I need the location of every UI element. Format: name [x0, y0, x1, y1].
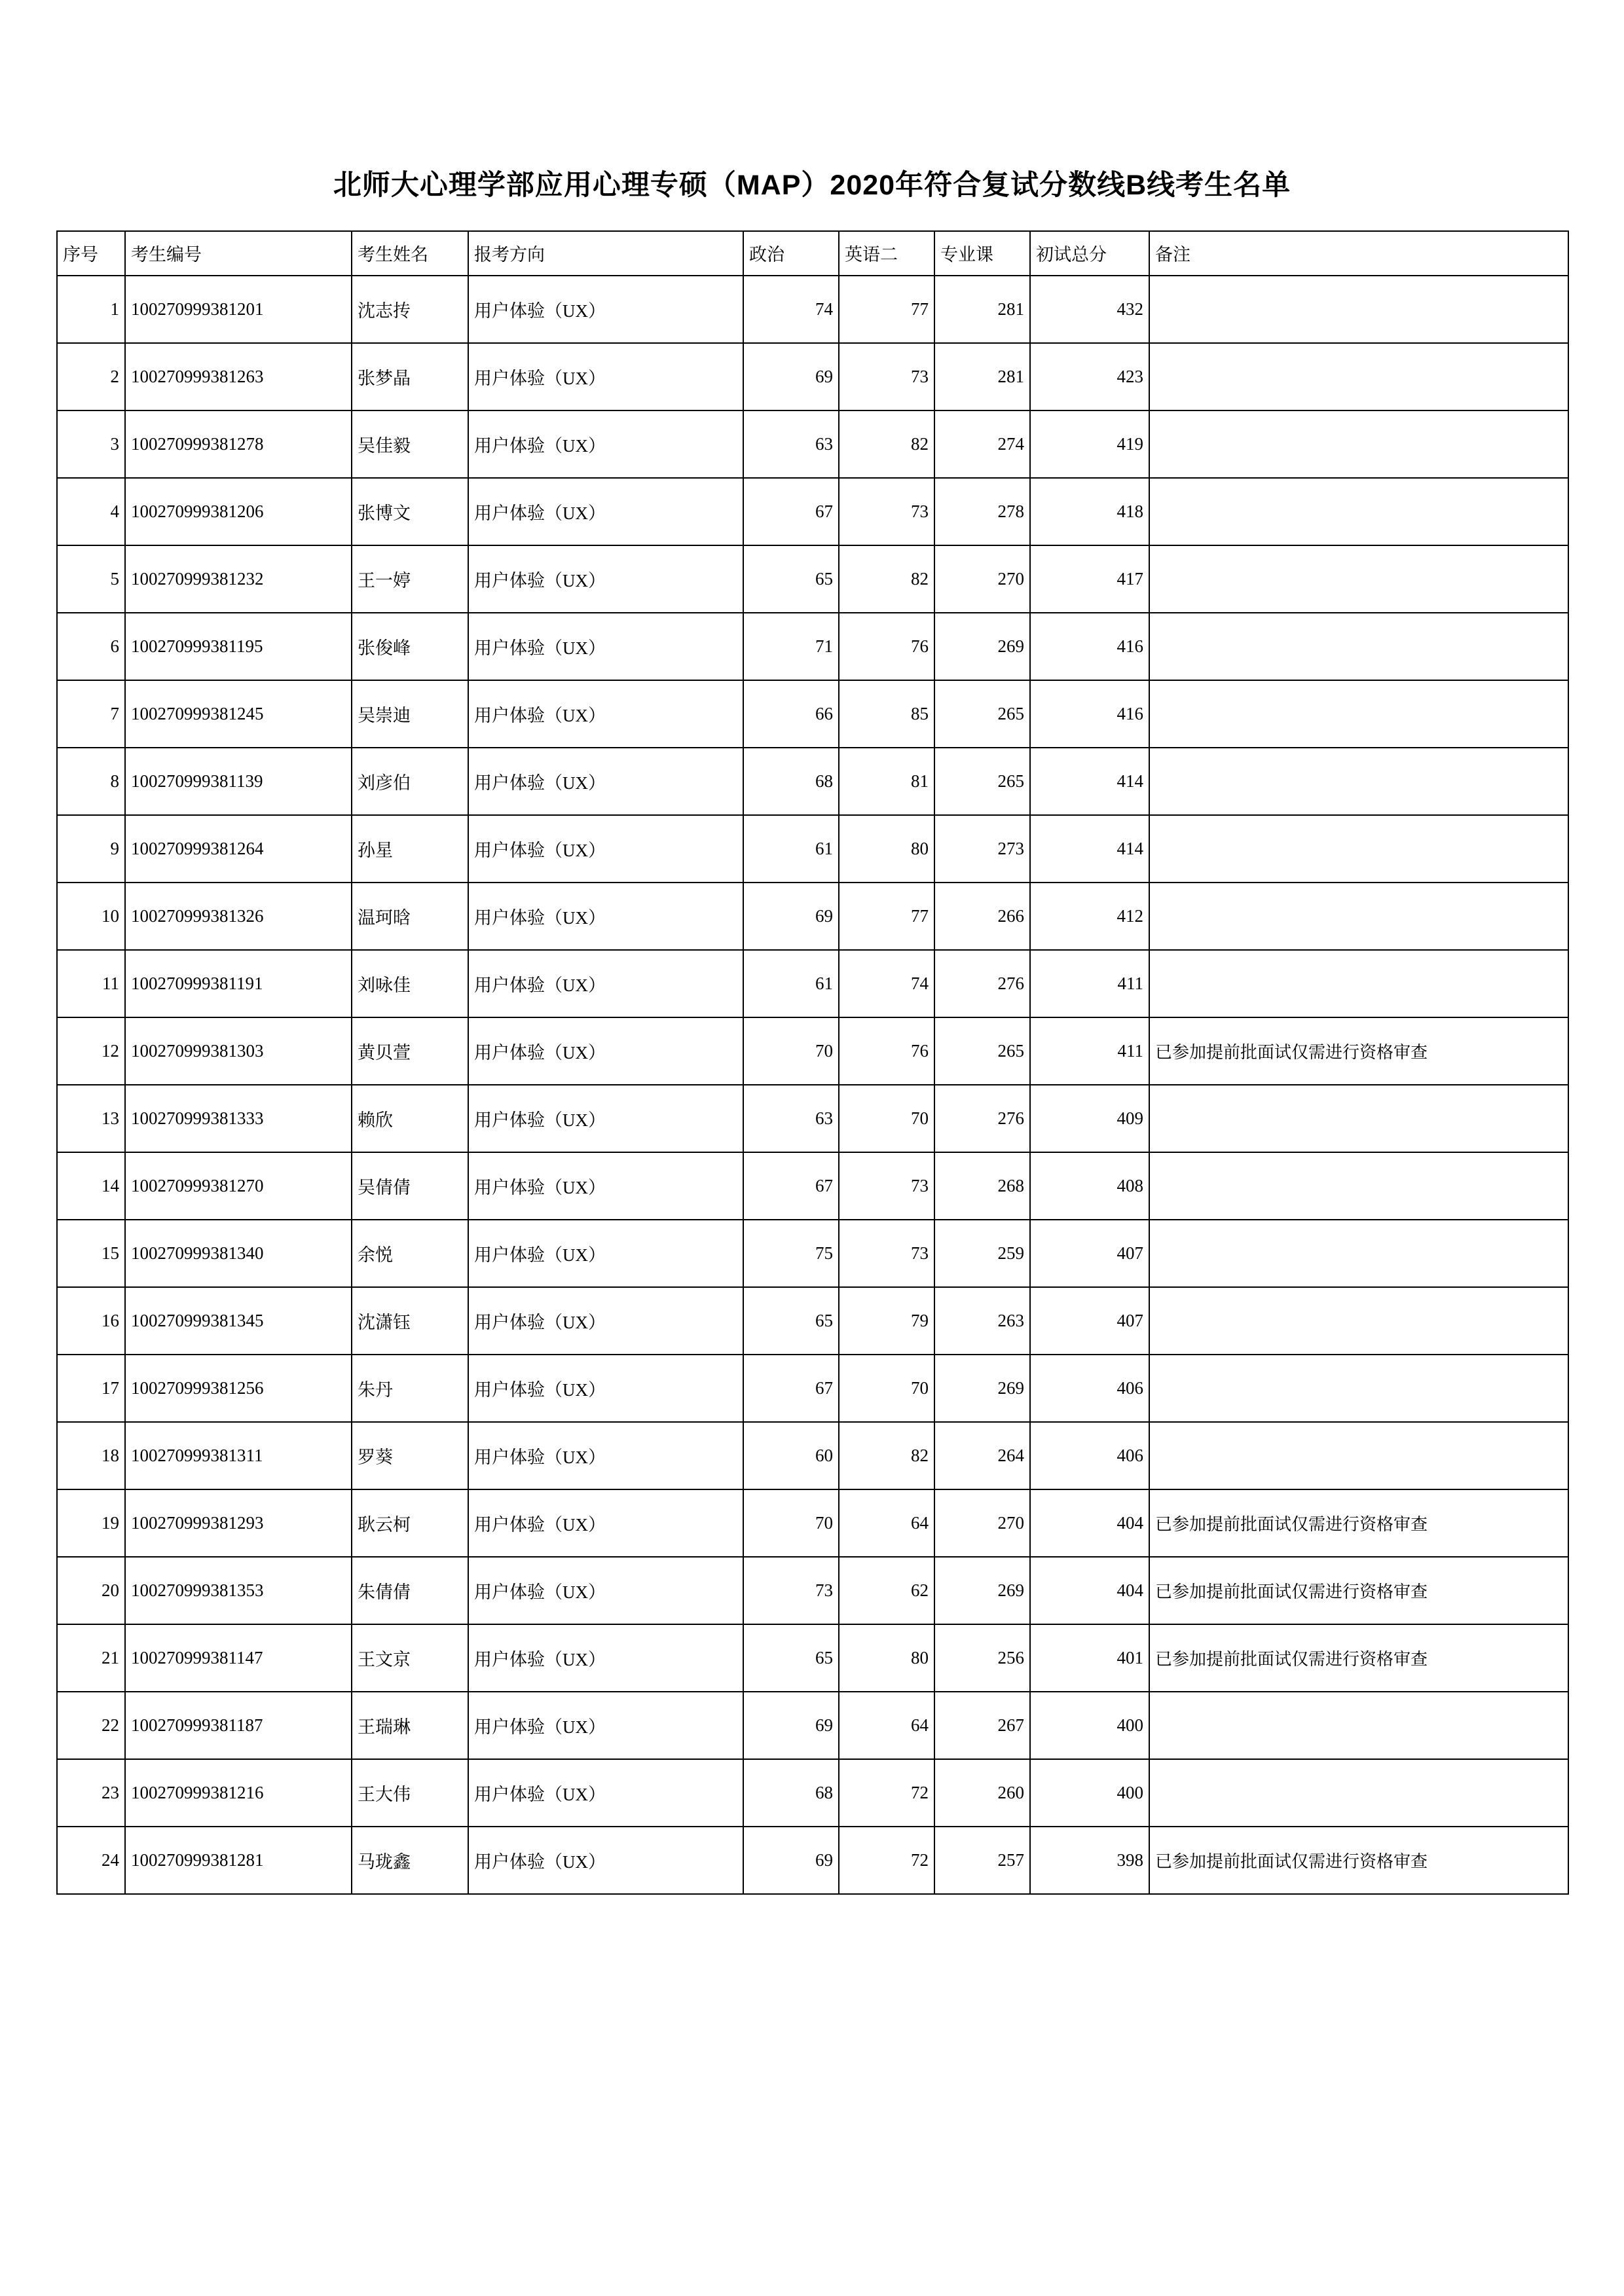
cell-total: 416: [1030, 613, 1149, 680]
cell-name: 王大伟: [352, 1759, 468, 1827]
cell-politics: 67: [743, 1152, 839, 1220]
cell-index: 17: [57, 1355, 125, 1422]
cell-remark: [1149, 1085, 1568, 1152]
cell-name: 张俊峰: [352, 613, 468, 680]
column-header-politics: 政治: [743, 231, 839, 276]
cell-politics: 65: [743, 1287, 839, 1355]
cell-index: 23: [57, 1759, 125, 1827]
cell-index: 16: [57, 1287, 125, 1355]
cell-english: 74: [839, 950, 934, 1017]
cell-total: 408: [1030, 1152, 1149, 1220]
cell-politics: 65: [743, 545, 839, 613]
cell-english: 79: [839, 1287, 934, 1355]
cell-politics: 73: [743, 1557, 839, 1624]
page-title: 北师大心理学部应用心理专硕（MAP）2020年符合复试分数线B线考生名单: [333, 170, 1291, 201]
cell-index: 21: [57, 1624, 125, 1692]
table-row: [57, 748, 1568, 815]
cell-english: 62: [839, 1557, 934, 1624]
cell-index: 5: [57, 545, 125, 613]
cell-total: 407: [1030, 1287, 1149, 1355]
cell-index: 14: [57, 1152, 125, 1220]
cell-name: 温珂晗: [352, 883, 468, 950]
table-row: [57, 1557, 1568, 1624]
cell-total: 414: [1030, 748, 1149, 815]
cell-direction: 用户体验（UX）: [468, 410, 743, 478]
cell-total: 406: [1030, 1422, 1149, 1489]
table-row: [57, 950, 1568, 1017]
cell-direction: 用户体验（UX）: [468, 1017, 743, 1085]
cell-total: 401: [1030, 1624, 1149, 1692]
cell-english: 77: [839, 883, 934, 950]
cell-politics: 70: [743, 1017, 839, 1085]
cell-english: 82: [839, 545, 934, 613]
cell-name: 刘咏佳: [352, 950, 468, 1017]
cell-direction: 用户体验（UX）: [468, 1152, 743, 1220]
cell-total: 404: [1030, 1489, 1149, 1557]
table-row: [57, 613, 1568, 680]
cell-total: 406: [1030, 1355, 1149, 1422]
cell-direction: 用户体验（UX）: [468, 1489, 743, 1557]
column-header-english: 英语二: [839, 231, 934, 276]
cell-remark: [1149, 1287, 1568, 1355]
cell-direction: 用户体验（UX）: [468, 680, 743, 748]
column-header-remark: 备注: [1149, 231, 1568, 276]
table-row: [57, 343, 1568, 410]
cell-direction: 用户体验（UX）: [468, 815, 743, 883]
cell-index: 10: [57, 883, 125, 950]
cell-major: 266: [934, 883, 1030, 950]
table-row: [57, 1287, 1568, 1355]
cell-remark: [1149, 410, 1568, 478]
cell-exam-no: 100270999381263: [125, 343, 352, 410]
cell-major: 281: [934, 276, 1030, 343]
cell-exam-no: 100270999381232: [125, 545, 352, 613]
table-row: [57, 276, 1568, 343]
cell-politics: 67: [743, 1355, 839, 1422]
table-row: [57, 1422, 1568, 1489]
cell-index: 18: [57, 1422, 125, 1489]
cell-direction: 用户体验（UX）: [468, 1355, 743, 1422]
cell-total: 411: [1030, 950, 1149, 1017]
cell-exam-no: 100270999381278: [125, 410, 352, 478]
cell-english: 81: [839, 748, 934, 815]
cell-remark: [1149, 680, 1568, 748]
cell-major: 264: [934, 1422, 1030, 1489]
cell-english: 73: [839, 343, 934, 410]
cell-exam-no: 100270999381216: [125, 1759, 352, 1827]
cell-name: 孙星: [352, 815, 468, 883]
cell-exam-no: 100270999381333: [125, 1085, 352, 1152]
cell-exam-no: 100270999381293: [125, 1489, 352, 1557]
cell-exam-no: 100270999381340: [125, 1220, 352, 1287]
cell-politics: 61: [743, 815, 839, 883]
cell-total: 411: [1030, 1017, 1149, 1085]
cell-name: 朱丹: [352, 1355, 468, 1422]
cell-remark: [1149, 748, 1568, 815]
cell-remark: [1149, 1759, 1568, 1827]
table-row: [57, 1827, 1568, 1894]
cell-major: 260: [934, 1759, 1030, 1827]
table-row: [57, 680, 1568, 748]
table-row: [57, 410, 1568, 478]
cell-index: 13: [57, 1085, 125, 1152]
cell-total: 412: [1030, 883, 1149, 950]
cell-major: 276: [934, 950, 1030, 1017]
cell-remark: [1149, 276, 1568, 343]
cell-remark: [1149, 1422, 1568, 1489]
cell-english: 76: [839, 613, 934, 680]
cell-direction: 用户体验（UX）: [468, 1287, 743, 1355]
cell-name: 王文京: [352, 1624, 468, 1692]
cell-total: 404: [1030, 1557, 1149, 1624]
cell-english: 72: [839, 1759, 934, 1827]
column-header-index: 序号: [57, 231, 125, 276]
cell-name: 吴佳毅: [352, 410, 468, 478]
cell-english: 77: [839, 276, 934, 343]
cell-exam-no: 100270999381281: [125, 1827, 352, 1894]
cell-index: 11: [57, 950, 125, 1017]
cell-name: 赖欣: [352, 1085, 468, 1152]
cell-exam-no: 100270999381195: [125, 613, 352, 680]
cell-index: 2: [57, 343, 125, 410]
cell-direction: 用户体验（UX）: [468, 1085, 743, 1152]
cell-english: 80: [839, 815, 934, 883]
cell-major: 273: [934, 815, 1030, 883]
cell-english: 70: [839, 1085, 934, 1152]
cell-politics: 74: [743, 276, 839, 343]
cell-politics: 75: [743, 1220, 839, 1287]
cell-name: 耿云柯: [352, 1489, 468, 1557]
table-row: [57, 545, 1568, 613]
cell-politics: 69: [743, 343, 839, 410]
cell-name: 张梦晶: [352, 343, 468, 410]
cell-index: 20: [57, 1557, 125, 1624]
cell-major: 265: [934, 748, 1030, 815]
cell-name: 马珑鑫: [352, 1827, 468, 1894]
cell-exam-no: 100270999381256: [125, 1355, 352, 1422]
cell-major: 270: [934, 1489, 1030, 1557]
cell-exam-no: 100270999381326: [125, 883, 352, 950]
cell-politics: 69: [743, 1692, 839, 1759]
cell-direction: 用户体验（UX）: [468, 883, 743, 950]
cell-name: 王瑞琳: [352, 1692, 468, 1759]
cell-politics: 63: [743, 1085, 839, 1152]
cell-exam-no: 100270999381303: [125, 1017, 352, 1085]
cell-name: 王一婷: [352, 545, 468, 613]
roster-table-container: [0, 230, 1624, 1895]
cell-remark: [1149, 1692, 1568, 1759]
cell-english: 76: [839, 1017, 934, 1085]
cell-total: 414: [1030, 815, 1149, 883]
cell-english: 72: [839, 1827, 934, 1894]
cell-english: 80: [839, 1624, 934, 1692]
cell-index: 24: [57, 1827, 125, 1894]
cell-english: 73: [839, 478, 934, 545]
cell-index: 15: [57, 1220, 125, 1287]
cell-direction: 用户体验（UX）: [468, 1220, 743, 1287]
cell-index: 1: [57, 276, 125, 343]
cell-direction: 用户体验（UX）: [468, 1422, 743, 1489]
cell-direction: 用户体验（UX）: [468, 1759, 743, 1827]
cell-direction: 用户体验（UX）: [468, 478, 743, 545]
cell-remark: 已参加提前批面试仅需进行资格审查: [1149, 1624, 1568, 1692]
cell-total: 400: [1030, 1759, 1149, 1827]
cell-major: 269: [934, 613, 1030, 680]
cell-direction: 用户体验（UX）: [468, 1624, 743, 1692]
cell-english: 82: [839, 1422, 934, 1489]
cell-politics: 66: [743, 680, 839, 748]
table-row: [57, 1220, 1568, 1287]
cell-direction: 用户体验（UX）: [468, 613, 743, 680]
cell-exam-no: 100270999381191: [125, 950, 352, 1017]
column-header-major: 专业课: [934, 231, 1030, 276]
cell-politics: 70: [743, 1489, 839, 1557]
cell-remark: 已参加提前批面试仅需进行资格审查: [1149, 1827, 1568, 1894]
cell-total: 432: [1030, 276, 1149, 343]
cell-total: 417: [1030, 545, 1149, 613]
cell-remark: 已参加提前批面试仅需进行资格审查: [1149, 1017, 1568, 1085]
cell-remark: [1149, 478, 1568, 545]
cell-english: 64: [839, 1489, 934, 1557]
table-row: [57, 1624, 1568, 1692]
cell-exam-no: 100270999381139: [125, 748, 352, 815]
cell-exam-no: 100270999381270: [125, 1152, 352, 1220]
cell-index: 22: [57, 1692, 125, 1759]
cell-exam-no: 100270999381187: [125, 1692, 352, 1759]
cell-total: 418: [1030, 478, 1149, 545]
cell-name: 沈潇钰: [352, 1287, 468, 1355]
cell-exam-no: 100270999381345: [125, 1287, 352, 1355]
cell-remark: 已参加提前批面试仅需进行资格审查: [1149, 1557, 1568, 1624]
table-row: [57, 815, 1568, 883]
cell-remark: [1149, 343, 1568, 410]
cell-english: 64: [839, 1692, 934, 1759]
table-row: [57, 1152, 1568, 1220]
cell-name: 余悦: [352, 1220, 468, 1287]
cell-direction: 用户体验（UX）: [468, 748, 743, 815]
cell-exam-no: 100270999381353: [125, 1557, 352, 1624]
cell-index: 9: [57, 815, 125, 883]
column-header-exam-no: 考生编号: [125, 231, 352, 276]
table-row: [57, 1692, 1568, 1759]
cell-direction: 用户体验（UX）: [468, 1692, 743, 1759]
cell-english: 73: [839, 1152, 934, 1220]
cell-remark: [1149, 883, 1568, 950]
cell-exam-no: 100270999381264: [125, 815, 352, 883]
column-header-total: 初试总分: [1030, 231, 1149, 276]
cell-direction: 用户体验（UX）: [468, 950, 743, 1017]
cell-index: 3: [57, 410, 125, 478]
cell-major: 265: [934, 1017, 1030, 1085]
cell-exam-no: 100270999381206: [125, 478, 352, 545]
cell-politics: 60: [743, 1422, 839, 1489]
cell-total: 423: [1030, 343, 1149, 410]
cell-direction: 用户体验（UX）: [468, 1827, 743, 1894]
cell-major: 267: [934, 1692, 1030, 1759]
cell-total: 398: [1030, 1827, 1149, 1894]
cell-remark: [1149, 545, 1568, 613]
cell-english: 70: [839, 1355, 934, 1422]
cell-direction: 用户体验（UX）: [468, 1557, 743, 1624]
cell-name: 沈志抟: [352, 276, 468, 343]
cell-major: 274: [934, 410, 1030, 478]
cell-index: 7: [57, 680, 125, 748]
table-header: [57, 231, 1568, 276]
cell-name: 张博文: [352, 478, 468, 545]
cell-english: 85: [839, 680, 934, 748]
cell-total: 416: [1030, 680, 1149, 748]
cell-index: 6: [57, 613, 125, 680]
cell-english: 82: [839, 410, 934, 478]
cell-name: 吴崇迪: [352, 680, 468, 748]
cell-total: 400: [1030, 1692, 1149, 1759]
cell-exam-no: 100270999381201: [125, 276, 352, 343]
cell-total: 409: [1030, 1085, 1149, 1152]
cell-major: 268: [934, 1152, 1030, 1220]
cell-major: 265: [934, 680, 1030, 748]
table-row: [57, 1085, 1568, 1152]
table-row: [57, 1489, 1568, 1557]
cell-major: 278: [934, 478, 1030, 545]
column-header-direction: 报考方向: [468, 231, 743, 276]
table-row: [57, 1759, 1568, 1827]
cell-remark: [1149, 950, 1568, 1017]
cell-index: 4: [57, 478, 125, 545]
cell-politics: 69: [743, 883, 839, 950]
cell-remark: [1149, 613, 1568, 680]
cell-politics: 68: [743, 1759, 839, 1827]
cell-politics: 68: [743, 748, 839, 815]
cell-remark: [1149, 815, 1568, 883]
cell-politics: 61: [743, 950, 839, 1017]
cell-exam-no: 100270999381245: [125, 680, 352, 748]
cell-direction: 用户体验（UX）: [468, 545, 743, 613]
cell-exam-no: 100270999381147: [125, 1624, 352, 1692]
cell-name: 刘彦伯: [352, 748, 468, 815]
table-row: [57, 883, 1568, 950]
cell-remark: [1149, 1355, 1568, 1422]
cell-name: 朱倩倩: [352, 1557, 468, 1624]
table-row: [57, 1355, 1568, 1422]
cell-major: 259: [934, 1220, 1030, 1287]
cell-remark: [1149, 1152, 1568, 1220]
cell-name: 吴倩倩: [352, 1152, 468, 1220]
cell-name: 罗葵: [352, 1422, 468, 1489]
roster-table: [56, 230, 1569, 1895]
cell-politics: 71: [743, 613, 839, 680]
column-header-name: 考生姓名: [352, 231, 468, 276]
cell-politics: 65: [743, 1624, 839, 1692]
table-row: [57, 478, 1568, 545]
cell-major: 281: [934, 343, 1030, 410]
cell-index: 8: [57, 748, 125, 815]
cell-remark: [1149, 1220, 1568, 1287]
cell-total: 419: [1030, 410, 1149, 478]
cell-major: 257: [934, 1827, 1030, 1894]
cell-major: 270: [934, 545, 1030, 613]
cell-total: 407: [1030, 1220, 1149, 1287]
cell-major: 256: [934, 1624, 1030, 1692]
table-body: [57, 276, 1568, 1894]
cell-politics: 67: [743, 478, 839, 545]
table-header-row: [57, 231, 1568, 276]
cell-index: 12: [57, 1017, 125, 1085]
cell-english: 73: [839, 1220, 934, 1287]
cell-major: 263: [934, 1287, 1030, 1355]
cell-major: 269: [934, 1557, 1030, 1624]
cell-index: 19: [57, 1489, 125, 1557]
cell-direction: 用户体验（UX）: [468, 276, 743, 343]
cell-politics: 63: [743, 410, 839, 478]
cell-major: 276: [934, 1085, 1030, 1152]
cell-major: 269: [934, 1355, 1030, 1422]
cell-name: 黄贝萱: [352, 1017, 468, 1085]
table-row: [57, 1017, 1568, 1085]
cell-exam-no: 100270999381311: [125, 1422, 352, 1489]
cell-politics: 69: [743, 1827, 839, 1894]
cell-remark: 已参加提前批面试仅需进行资格审查: [1149, 1489, 1568, 1557]
cell-direction: 用户体验（UX）: [468, 343, 743, 410]
